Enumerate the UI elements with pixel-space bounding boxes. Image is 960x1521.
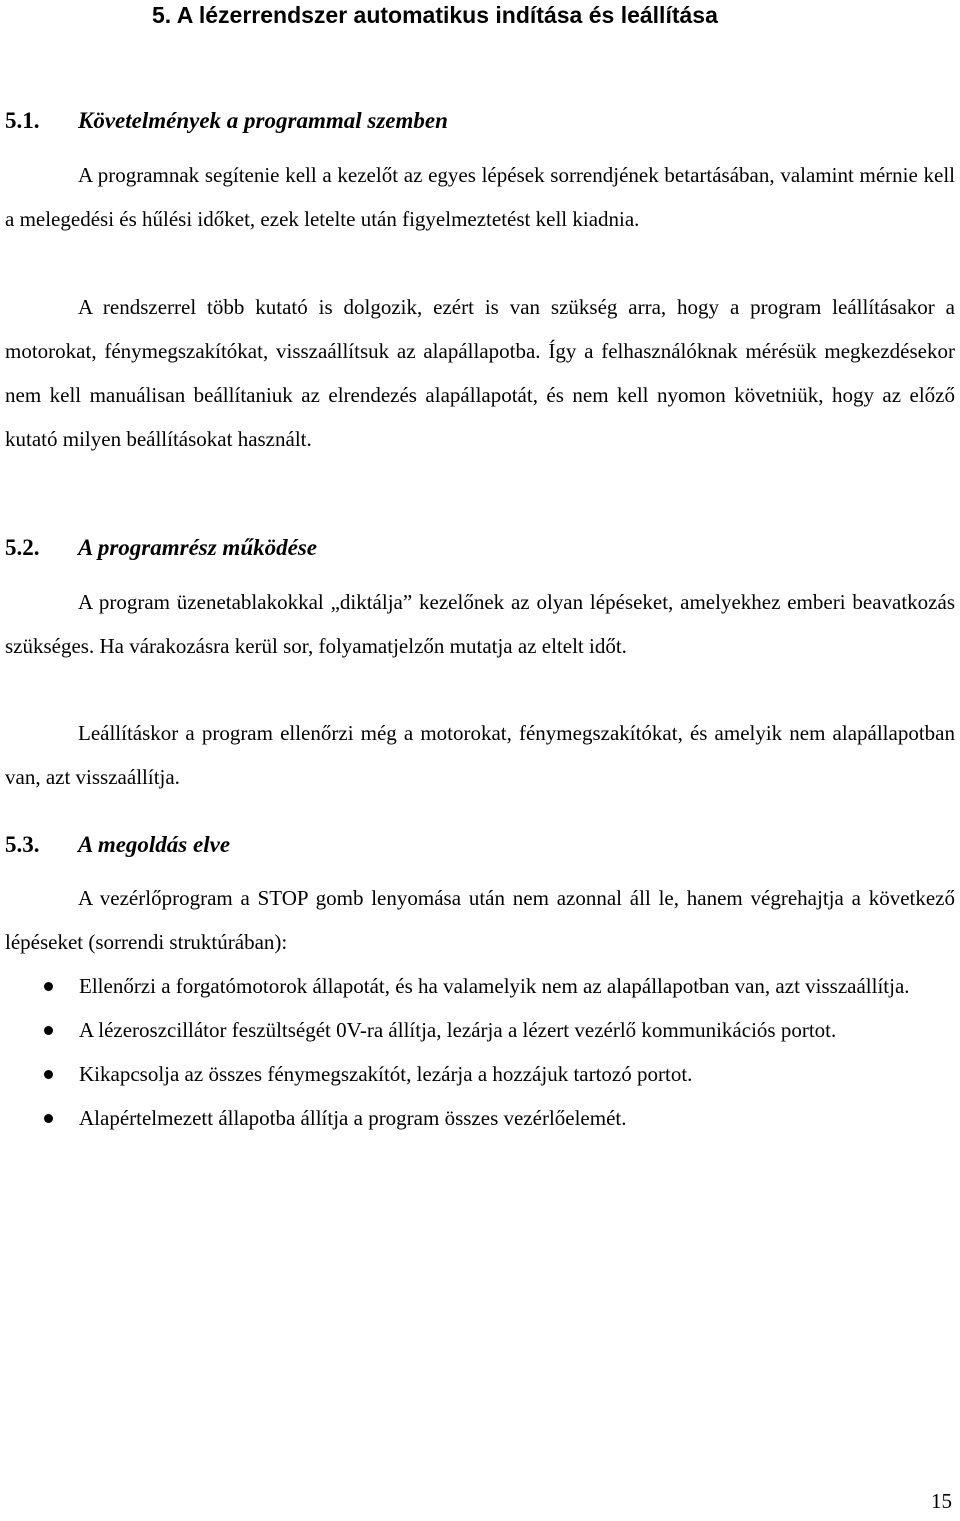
section-title: A programrész működése [78,535,317,560]
paragraph: A vezérlőprogram a STOP gomb lenyomása után nem azonnal áll le, hanem végrehajtja a következő lépéseket (sorrendi struktúrában): [5,886,955,954]
bullet-icon [44,1026,53,1035]
bullet-icon [44,1070,53,1079]
list-item-text: A lézeroszcillátor feszültségét 0V-ra állítja, lezárja a lézert vezérlő kommunikációs portot. [79,1018,837,1042]
list-item [5,1096,955,1140]
chapter-title: 5. A lézerrendszer automatikus indítása és leállítása [152,2,718,28]
list-item-text: Ellenőrzi a forgatómotorok állapotát, és ha valamelyik nem az alapállapotban van, azt visszaállítja. [79,974,910,998]
section-heading-5-2 [5,533,317,563]
paragraph: A program üzenetablakokkal „diktálja” kezelőnek az olyan lépéseket, amelyekhez emberi beavatkozás szükséges. Ha várakozásra kerül sor, folyamatjelzőn mutatja az eltelt időt. [5,590,955,658]
section-heading-5-3 [5,830,230,860]
section-number: 5.2. [5,535,40,560]
section-title: A megoldás elve [78,832,231,857]
section-heading-5-1 [5,106,448,136]
section-number: 5.1. [5,108,40,133]
section-number: 5.3. [5,832,40,857]
paragraph: A programnak segítenie kell a kezelőt az egyes lépések sorrendjének betartásában, valamint mérnie kell a melegedési és hűlési időket, ezek letelte után figyelmeztetést kell kiadnia. [5,163,955,231]
list-item [5,1008,955,1052]
bullet-icon [44,1114,53,1123]
list-item [5,964,955,1008]
page-number: 15 [931,1489,952,1513]
section-title: Követelmények a programmal szemben [78,108,448,133]
list-item-text: Alapértelmezett állapotba állítja a program összes vezérlőelemét. [79,1106,627,1130]
bullet-icon [44,982,53,991]
list-item-text: Kikapcsolja az összes fénymegszakítót, lezárja a hozzájuk tartozó portot. [79,1062,693,1086]
paragraph: A rendszerrel több kutató is dolgozik, ezért is van szükség arra, hogy a program leállításakor a motorokat, fénymegszakítókat, visszaállítsuk az alapállapotba. Így a felhasználóknak mérésük megkezdésekor nem kell manuálisan beállítaniuk az elrendezés alapállapotát, és nem kell nyomon követniük, hogy az előző kutató milyen beállításokat használt. [5,295,955,451]
paragraph: Leállításkor a program ellenőrzi még a motorokat, fénymegszakítókat, és amelyik nem alapállapotban van, azt visszaállítja. [5,721,955,789]
step-list [5,964,955,1140]
list-item [5,1052,955,1096]
